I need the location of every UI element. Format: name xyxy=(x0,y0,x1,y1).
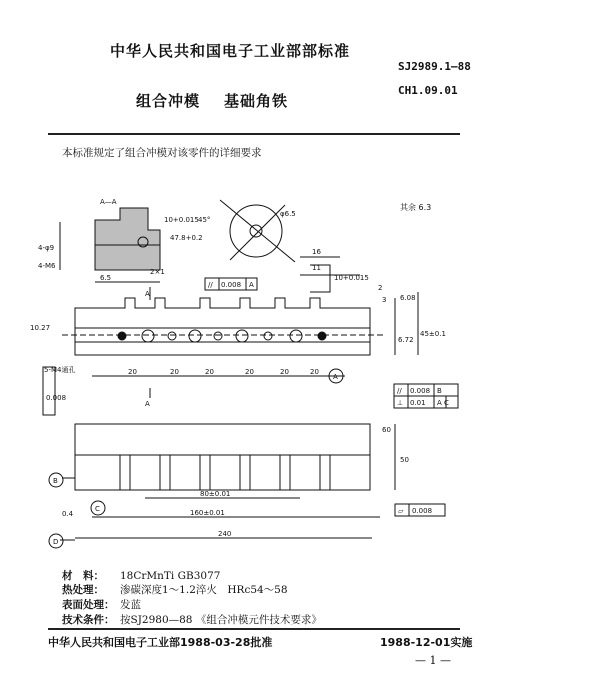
pitch-3: 20 xyxy=(205,368,214,376)
tol-flat-value: 0.008 xyxy=(412,507,433,515)
dim-5-m4: 5-M4通孔 xyxy=(44,366,76,374)
datum-d-label: D xyxy=(53,538,59,546)
spec-conditions: 技术条件： 按SJ2980—88 《组合冲模元件技术要求》 xyxy=(62,614,322,626)
ch-code: CH1.09.01 xyxy=(398,84,458,97)
dim-6-5b: 6.5 xyxy=(100,274,112,282)
doc-title-sub: 基础角铁 xyxy=(224,92,289,110)
standard-number: SJ2989.1—88 xyxy=(398,60,471,73)
tol-datum-ac: A C xyxy=(437,399,449,407)
dim-45-40: 45±0.1 xyxy=(420,330,446,338)
pitch-1: 20 xyxy=(128,368,137,376)
dim-11: 11 xyxy=(312,264,321,272)
org-title: 中华人民共和国电子工业部部标准 xyxy=(110,42,351,60)
dim-10p: 10+0.015 xyxy=(164,216,199,224)
dim-240: 240 xyxy=(218,530,232,538)
cut-mark-bottom: A xyxy=(145,400,150,408)
hole-detail-circle xyxy=(230,205,282,257)
dim-10-27: 10.27 xyxy=(30,324,51,332)
doc-title-main: 组合冲模 xyxy=(136,92,201,110)
dim-10p2: 10+0.015 xyxy=(334,274,369,282)
datum-c-label: C xyxy=(95,505,100,513)
tol-perp-value: 0.01 xyxy=(410,399,426,407)
dim-4-9: 4-φ9 xyxy=(38,244,55,252)
dim-45: 45° xyxy=(198,216,211,224)
dim-160: 160±0.01 xyxy=(190,509,225,517)
pitch-4: 20 xyxy=(245,368,254,376)
dim-3: 3 xyxy=(382,296,387,304)
dim-16: 16 xyxy=(312,248,321,256)
tol-flat-symbol: ⏥ xyxy=(398,507,404,515)
tol-parallel-value: 0.008 xyxy=(221,281,242,289)
dim-50: 50 xyxy=(400,456,409,464)
pitch-2: 20 xyxy=(170,368,179,376)
tol-datum-a: A xyxy=(249,281,254,289)
effective-date: 1988-12-01实施 xyxy=(380,636,473,649)
approval-note: 中华人民共和国电子工业部1988-03-28批准 xyxy=(48,636,273,649)
dim-6-08: 6.08 xyxy=(400,294,416,302)
footer-rule xyxy=(48,628,460,630)
section-label: A—A xyxy=(100,198,117,206)
spec-material: 材 料： 18CrMnTi GB3077 xyxy=(62,570,221,582)
datum-a-label: A xyxy=(333,373,338,381)
hole-row xyxy=(118,330,326,342)
tol-perp-symbol: ⊥ xyxy=(397,399,404,407)
tol-left-value: 0.008 xyxy=(46,394,67,402)
dim-47-8: 47.8+0.2 xyxy=(170,234,203,242)
section-profile xyxy=(95,208,160,270)
dim-60: 60 xyxy=(382,426,391,434)
intro-text: 本标准规定了组合冲模对该零件的详细要求 xyxy=(62,147,262,159)
dim-4-m6: 4-M6 xyxy=(38,262,56,270)
page-number: — 1 — xyxy=(415,654,451,667)
cut-mark-top: A xyxy=(145,290,150,298)
roughness-note: 其余 6.3 xyxy=(400,203,432,212)
spec-heat-treatment: 热处理： 渗碳深度1～1.2淬火 HRc54～58 xyxy=(62,584,288,596)
tol-parallel-symbol-2: // xyxy=(397,387,402,395)
tol-parallel-symbol: // xyxy=(208,281,213,289)
tol-parallel-b-value: 0.008 xyxy=(410,387,431,395)
top-view-outline xyxy=(75,424,370,490)
dim-d6-5: φ6.5 xyxy=(280,210,296,218)
tol-datum-b: B xyxy=(437,387,442,395)
dim-6-72: 6.72 xyxy=(398,336,414,344)
datum-b-label: B xyxy=(53,477,58,485)
dim-80: 80±0.01 xyxy=(200,490,231,498)
spec-surface: 表面处理： 发蓝 xyxy=(62,599,141,611)
dim-2x1: 2×1 xyxy=(150,268,165,276)
pitch-6: 20 xyxy=(310,368,319,376)
pitch-5: 20 xyxy=(280,368,289,376)
dim-0-4: 0.4 xyxy=(62,510,74,518)
front-view-outline xyxy=(75,298,370,355)
dim-2: 2 xyxy=(378,284,383,292)
